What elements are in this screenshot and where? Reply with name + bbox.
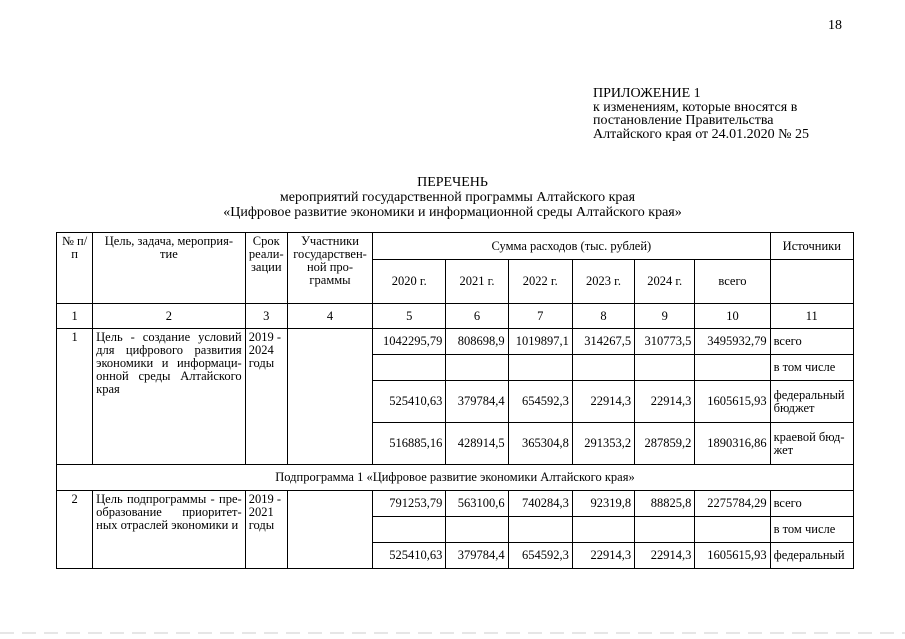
source-cell: в том числе — [770, 517, 853, 543]
header-year: 2024 г. — [635, 260, 695, 304]
value-cell: 287859,2 — [635, 423, 695, 465]
header-year: 2020 г. — [373, 260, 446, 304]
row-goal: Цель подпрограммы - пре- образование приоритет- ных отраслей экономики и — [93, 491, 246, 569]
appendix-block — [593, 87, 809, 141]
subprogram-title: Подпрограмма 1 «Цифровое развитие экономики Алтайского края» — [57, 465, 854, 491]
column-number: 6 — [446, 304, 508, 329]
value-cell — [373, 355, 446, 381]
column-number: 8 — [572, 304, 634, 329]
column-number: 3 — [245, 304, 287, 329]
value-cell: 310773,5 — [635, 329, 695, 355]
value-cell: 379784,4 — [446, 543, 508, 569]
value-cell — [572, 355, 634, 381]
header-participants: Участники государствен- ной про- граммы — [287, 233, 372, 304]
appendix-line: к изменениям, которые вносятся в — [593, 99, 798, 115]
column-numbers-row — [57, 304, 854, 329]
row-participants — [287, 491, 372, 569]
value-cell: 88825,8 — [635, 491, 695, 517]
value-cell: 22914,3 — [572, 543, 634, 569]
value-cell — [572, 517, 634, 543]
column-number: 4 — [287, 304, 372, 329]
source-cell: федеральный — [770, 543, 853, 569]
source-cell: федеральный бюджет — [770, 381, 853, 423]
appendix-title: ПРИЛОЖЕНИЕ 1 — [593, 86, 701, 101]
source-cell: всего — [770, 491, 853, 517]
source-cell: всего — [770, 329, 853, 355]
value-cell: 808698,9 — [446, 329, 508, 355]
table-row — [57, 329, 854, 355]
header-sum: Сумма расходов (тыс. рублей) — [373, 233, 770, 260]
value-cell — [695, 355, 770, 381]
value-cell: 1019897,1 — [508, 329, 572, 355]
value-cell — [373, 517, 446, 543]
document-heading — [0, 175, 905, 220]
header-sources-blank — [770, 260, 853, 304]
header-year: 2023 г. — [572, 260, 634, 304]
column-number: 10 — [695, 304, 770, 329]
header-term: Срок реали- зации — [245, 233, 287, 304]
source-cell: краевой бюд- жет — [770, 423, 853, 465]
row-number: 1 — [57, 329, 93, 465]
value-cell — [446, 355, 508, 381]
value-cell: 654592,3 — [508, 543, 572, 569]
value-cell: 2275784,29 — [695, 491, 770, 517]
value-cell: 22914,3 — [635, 543, 695, 569]
value-cell: 654592,3 — [508, 381, 572, 423]
appendix-line: постановление Правительства — [593, 113, 774, 128]
scan-edge — [0, 632, 905, 634]
heading-line: мероприятий государственной программы Алтайского края — [279, 190, 636, 205]
source-cell: в том числе — [770, 355, 853, 381]
value-cell: 365304,8 — [508, 423, 572, 465]
value-cell — [508, 517, 572, 543]
header-no: № п/п — [57, 233, 93, 304]
value-cell — [635, 517, 695, 543]
row-number: 2 — [57, 491, 93, 569]
value-cell: 428914,5 — [446, 423, 508, 465]
row-goal: Цель - создание условий для цифрового развития экономики и информаци- онной среды Алтайского края — [93, 329, 246, 465]
value-cell: 791253,79 — [373, 491, 446, 517]
column-number: 7 — [508, 304, 572, 329]
column-number: 5 — [373, 304, 446, 329]
value-cell: 22914,3 — [572, 381, 634, 423]
value-cell: 22914,3 — [635, 381, 695, 423]
heading-title: ПЕРЕЧЕНЬ — [417, 175, 488, 190]
value-cell — [695, 517, 770, 543]
column-number: 9 — [635, 304, 695, 329]
value-cell — [446, 517, 508, 543]
value-cell: 3495932,79 — [695, 329, 770, 355]
value-cell: 92319,8 — [572, 491, 634, 517]
value-cell: 314267,5 — [572, 329, 634, 355]
value-cell: 563100,6 — [446, 491, 508, 517]
page-number: 18 — [828, 18, 842, 33]
value-cell: 516885,16 — [373, 423, 446, 465]
header-year: 2022 г. — [508, 260, 572, 304]
value-cell: 1042295,79 — [373, 329, 446, 355]
row-participants — [287, 329, 372, 465]
table-row — [57, 491, 854, 517]
activities-table — [56, 232, 854, 569]
heading-line: «Цифровое развитие экономики и информационной среды Алтайского края» — [223, 205, 682, 220]
column-number: 1 — [57, 304, 93, 329]
subprogram-row — [57, 465, 854, 491]
value-cell: 525410,63 — [373, 381, 446, 423]
value-cell: 379784,4 — [446, 381, 508, 423]
value-cell: 291353,2 — [572, 423, 634, 465]
header-total: всего — [695, 260, 770, 304]
value-cell: 1605615,93 — [695, 381, 770, 423]
table-header-row — [57, 233, 854, 260]
header-goal: Цель, задача, мероприя- тие — [93, 233, 246, 304]
column-number: 2 — [93, 304, 246, 329]
value-cell — [635, 355, 695, 381]
appendix-line: Алтайского края от 24.01.2020 № 25 — [593, 126, 810, 142]
value-cell: 1890316,86 — [695, 423, 770, 465]
header-year: 2021 г. — [446, 260, 508, 304]
value-cell — [508, 355, 572, 381]
column-number: 11 — [770, 304, 853, 329]
value-cell: 525410,63 — [373, 543, 446, 569]
row-term: 2019 - 2021 годы — [245, 491, 287, 569]
value-cell: 740284,3 — [508, 491, 572, 517]
row-term: 2019 - 2024 годы — [245, 329, 287, 465]
value-cell: 1605615,93 — [695, 543, 770, 569]
header-sources: Источники — [770, 233, 853, 260]
